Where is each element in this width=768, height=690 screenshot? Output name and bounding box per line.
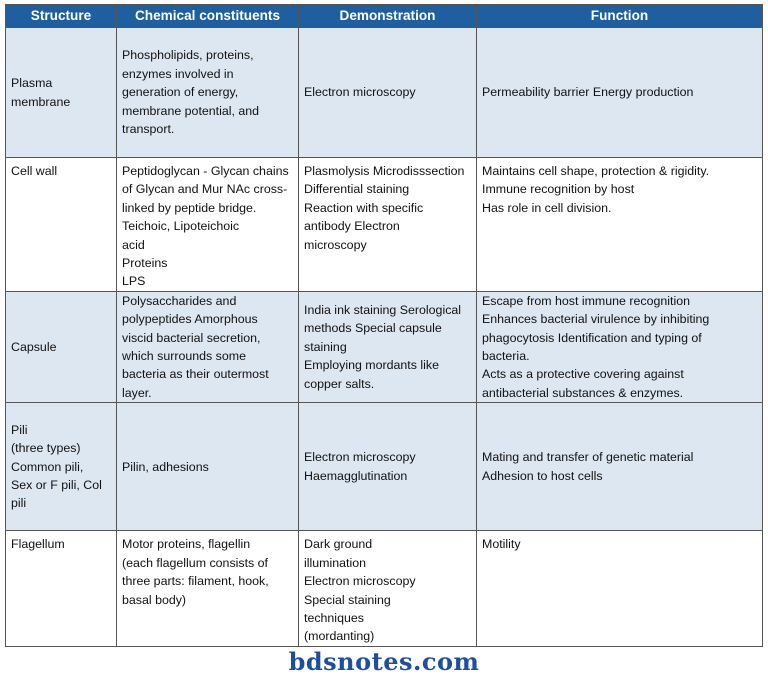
table-row bbox=[6, 158, 763, 292]
demonstration-text: Dark ground illumination Electron microscopy Special staining techniques (mordanting) bbox=[304, 537, 416, 644]
function-text: Permeability barrier Energy production bbox=[482, 85, 694, 100]
structure-text: Pili (three types) Common pili, Sex or F pili, Col pili bbox=[11, 422, 102, 511]
structure-cell bbox=[6, 531, 117, 646]
function-cell bbox=[477, 531, 763, 646]
chemical-text: Phospholipids, proteins, enzymes involved in generation of energy, membrane potential, and transport. bbox=[122, 48, 260, 137]
chemical-cell bbox=[117, 28, 299, 158]
chemical-text: Polysaccharides and polypeptides Amorphous viscid bacterial secretion, which surrounds some bacteria as their outermost layer. bbox=[122, 293, 269, 400]
function-text: Escape from host immune recognition Enhances bacterial virulence by inhibiting phagocytosis Identification and typing of bacteria. Acts as a protective covering against antibacterial substances & enzymes. bbox=[482, 293, 710, 400]
header-demonstration: Demonstration bbox=[299, 5, 477, 28]
function-cell bbox=[477, 158, 763, 292]
chemical-cell bbox=[117, 158, 299, 292]
structure-cell bbox=[6, 403, 117, 531]
structure-text: Plasma membrane bbox=[11, 76, 71, 109]
structure-cell bbox=[6, 28, 117, 158]
chemical-cell bbox=[117, 403, 299, 531]
table-row bbox=[6, 291, 763, 402]
demonstration-cell bbox=[299, 531, 477, 646]
function-text: Maintains cell shape, protection & rigidity. Immune recognition by host Has role in cell division. bbox=[482, 164, 710, 215]
header-structure: Structure bbox=[6, 5, 117, 28]
structure-text: Flagellum bbox=[11, 537, 65, 552]
table-row bbox=[6, 28, 763, 158]
demonstration-text: Electron microscopy bbox=[304, 85, 416, 100]
demonstration-text: India ink staining Serological methods Special capsule staining Employing mordants like copper salts. bbox=[304, 303, 462, 391]
structure-text: Cell wall bbox=[11, 164, 58, 178]
bacterial-structures-table bbox=[5, 4, 763, 647]
demonstration-cell bbox=[299, 291, 477, 402]
function-cell bbox=[477, 28, 763, 158]
structure-text: Capsule bbox=[11, 339, 57, 354]
demonstration-text: Plasmolysis Microdisssection Differential staining Reaction with specific antibody Electron microscopy bbox=[304, 164, 465, 252]
chemical-cell bbox=[117, 531, 299, 646]
chemical-text: Pilin, adhesions bbox=[122, 459, 209, 474]
structure-cell bbox=[6, 158, 117, 292]
site-watermark: bdsnotes.com bbox=[288, 647, 480, 676]
header-function: Function bbox=[477, 5, 763, 28]
chemical-text: Peptidoglycan - Glycan chains of Glycan and Mur NAc cross- linked by peptide bridge. Teichoic, Lipoteichoic acid Proteins LPS bbox=[122, 164, 289, 289]
function-text: Mating and transfer of genetic material Adhesion to host cells bbox=[482, 450, 694, 483]
function-cell bbox=[477, 291, 763, 402]
demonstration-cell bbox=[299, 158, 477, 292]
header-chemical-constituents: Chemical constituents bbox=[117, 5, 299, 28]
demonstration-text: Electron microscopy Haemagglutination bbox=[304, 450, 416, 483]
structure-cell bbox=[6, 291, 117, 402]
demonstration-cell bbox=[299, 28, 477, 158]
function-text: Motility bbox=[482, 537, 521, 552]
demonstration-cell bbox=[299, 403, 477, 531]
function-cell bbox=[477, 403, 763, 531]
chemical-text: Motor proteins, flagellin (each flagellum consists of three parts: filament, hook, basal body) bbox=[122, 537, 269, 607]
table-header-row bbox=[6, 5, 763, 28]
chemical-cell bbox=[117, 291, 299, 402]
table-row bbox=[6, 403, 763, 531]
table-row bbox=[6, 531, 763, 646]
